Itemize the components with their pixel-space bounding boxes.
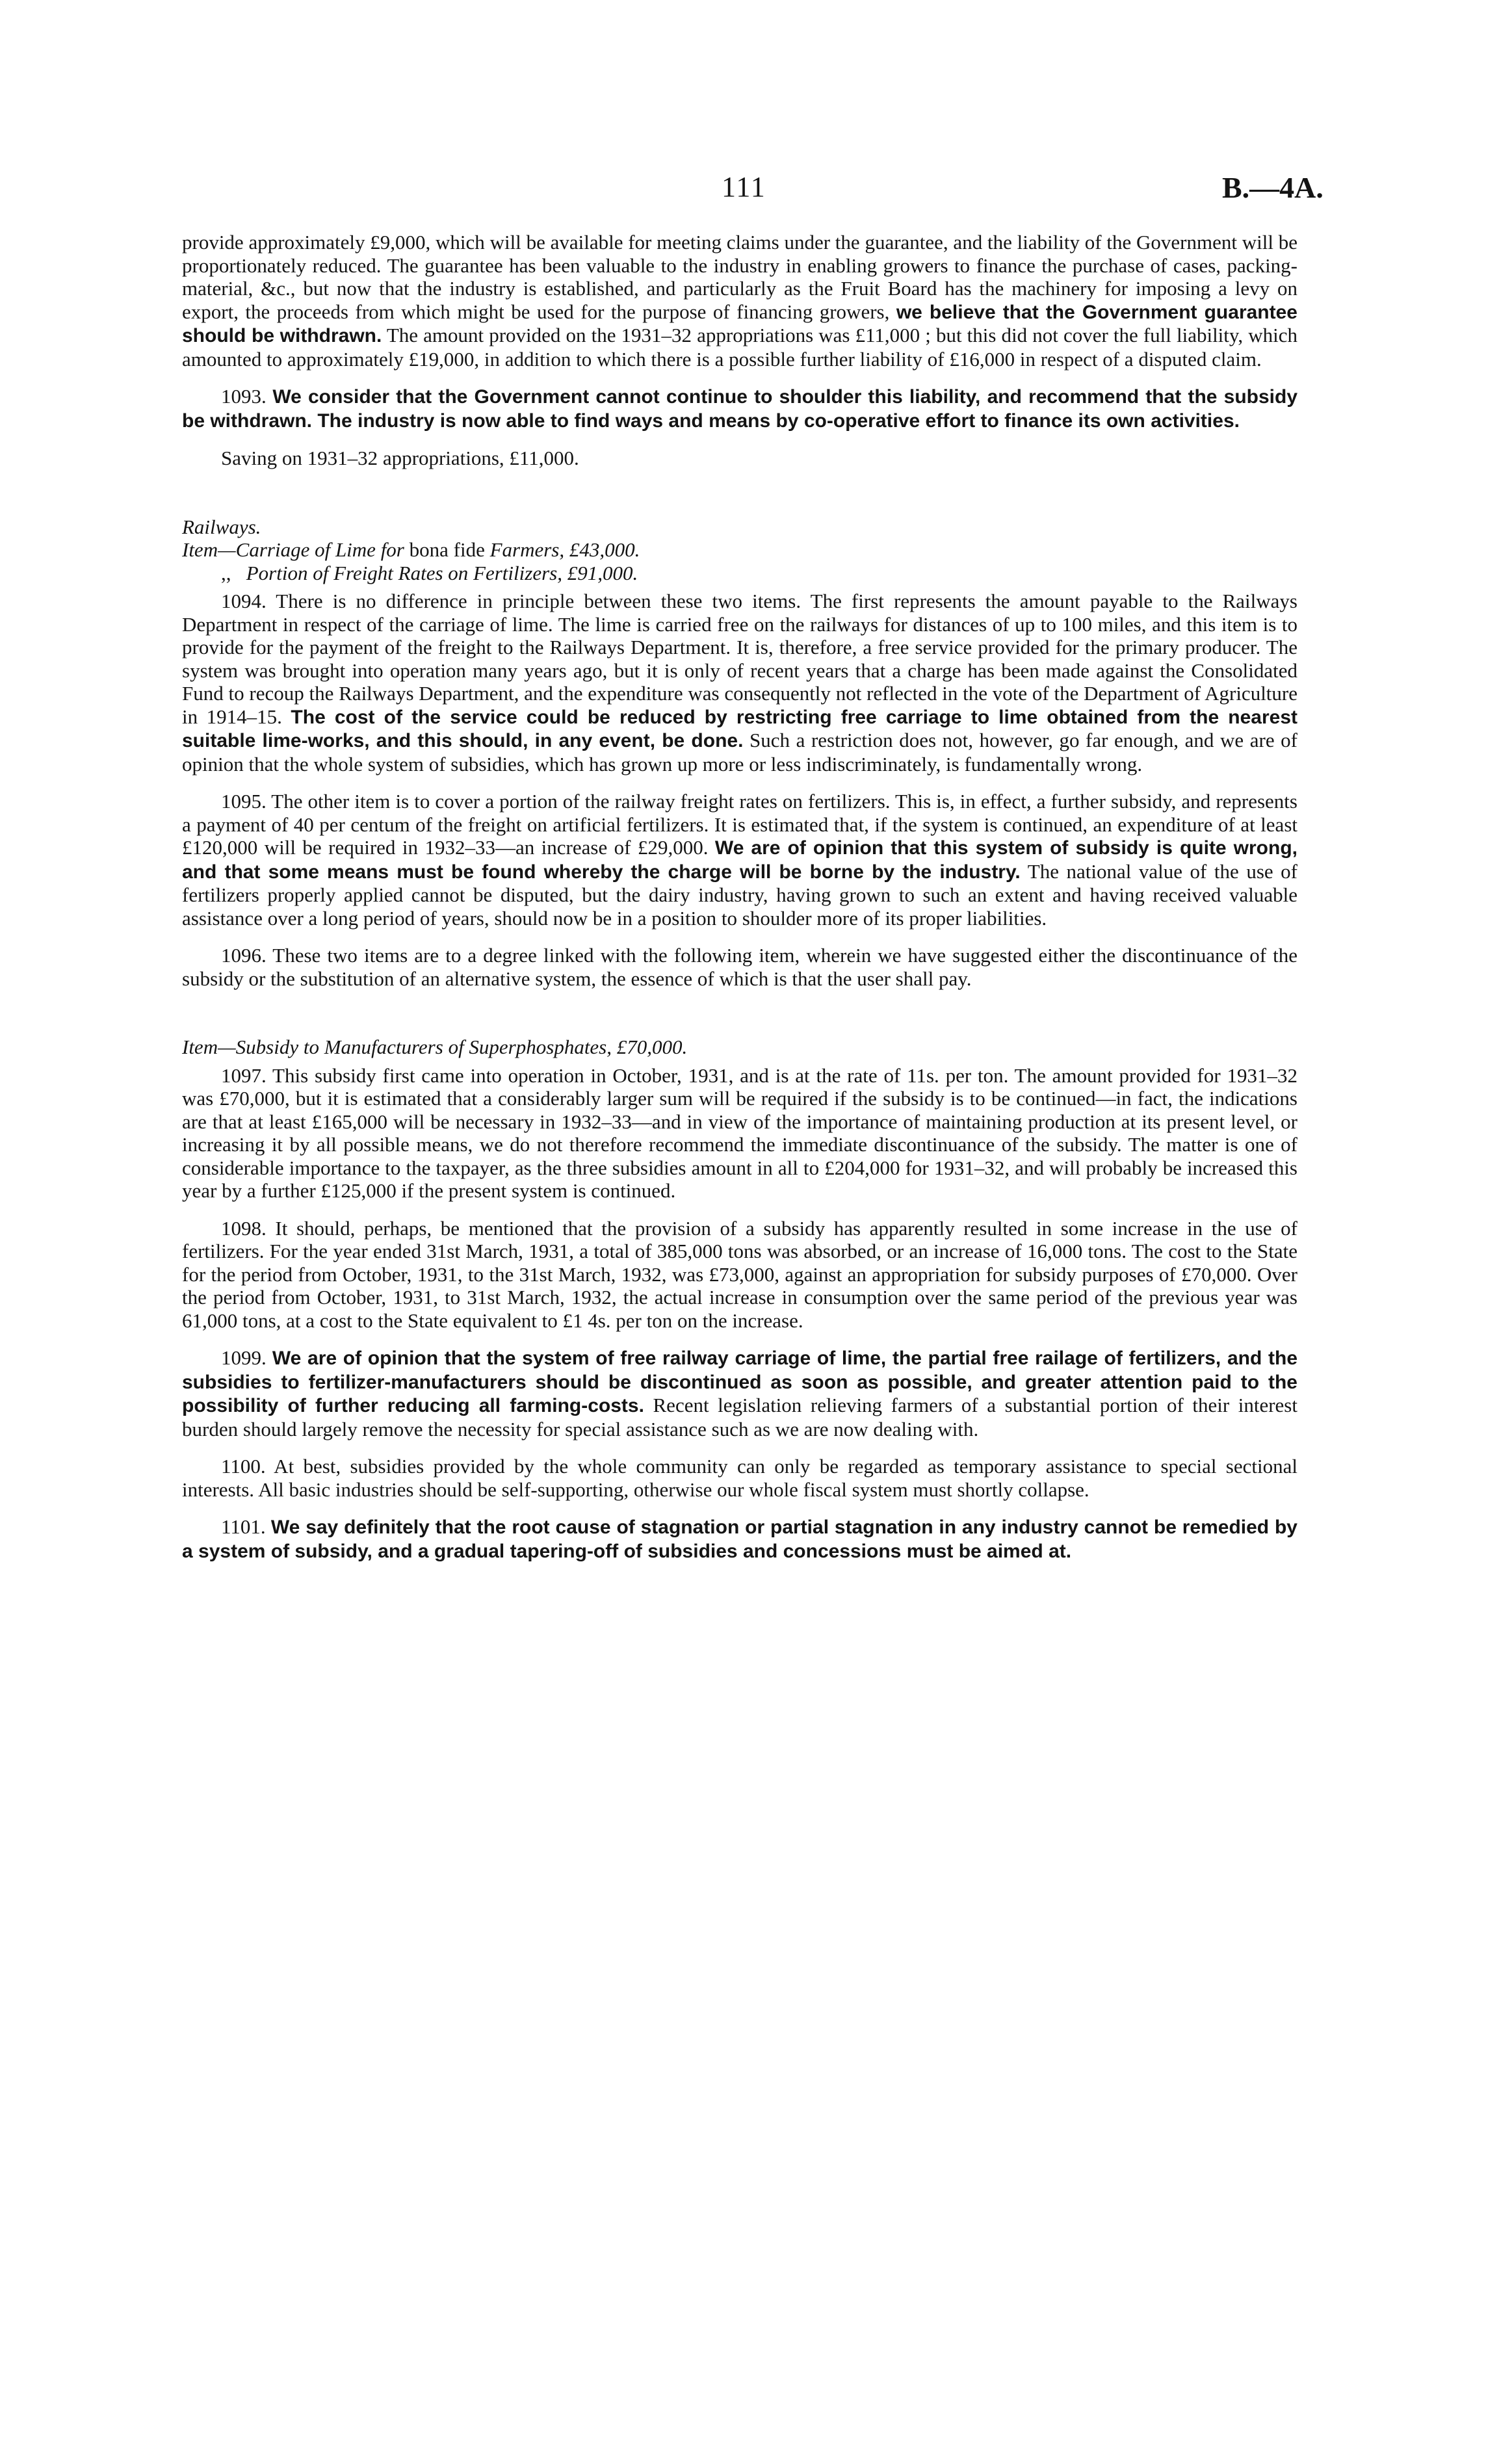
body-text: 1095. The other item is to cover a portion of the railway freight rates on fertilizers. This is, in effect, a further subsidy, and represents a payment of 40 per centum of the freight on artificial fertilizers. It is estimated that, if the system is continued, an expenditure of at least £120,000 will be required in 1932–33—an increase of £29,000. xyxy=(182,790,1297,859)
item-bona-fide: bona fide xyxy=(404,538,490,561)
paragraph xyxy=(182,1346,1297,1440)
railways-section-heading xyxy=(182,515,1297,585)
emphasis-text: we believe that the Government guarantee should be withdrawn. xyxy=(182,301,1297,346)
emphasis-text: We are of opinion that the system of free railway carriage of lime, the partial free railage of fertilizers, and the subsidies to fertilizer-manufacturers should be discontinued as soon as possible, and greater attention paid to the possibility of further reducing all farming-costs. xyxy=(182,1348,1297,1416)
section-railways xyxy=(182,590,1297,990)
page-header xyxy=(0,170,1512,209)
section-fruit-guarantee xyxy=(182,231,1297,432)
body-text: Such a restriction does not, however, go far enough, and we are of opinion that the whole system of subsidies, which has grown up more or less indiscriminately, is fundamentally wrong. xyxy=(182,729,1297,775)
paragraph xyxy=(182,1064,1297,1203)
body-text: 1094. There is no difference in principle between these two items. The first represents the amount payable to the Railways Department in respect of the carriage of lime. The lime is carried free on the railways for distances of up to 100 miles, and this item is to provide for the payment of the freight to the Railways Department. It is, therefore, a free service provided for the primary producer. The system was brought into operation many years ago, but it is only of recent years that a charge has been made against the Consolidated Fund to recoup the Railways Department, and the expenditure was consequently not reflected in the vote of the Department of Agriculture in 1914–15. xyxy=(182,590,1297,728)
page-number: 111 xyxy=(722,171,766,203)
item-prefix: Item— xyxy=(182,538,236,561)
body-text: 1098. It should, perhaps, be mentioned that the provision of a subsidy has apparently resulted in some increase in the use of fertilizers. For the year ended 31st March, 1931, a total of 385,000 tons was absorbed, or an increase of 16,000 tons. The cost to the State for the period from October, 1931, to the 31st March, 1932, was £73,000, against an appropriation for subsidy purposes of £70,000. Over the period from October, 1931, to 31st March, 1932, the actual increase in consumption over the same period of the previous year was 61,000 tons, at a cost to the State equivalent to £1 4s. per ton on the increase. xyxy=(182,1216,1297,1332)
item-title: Portion of Freight Rates on Fertilizers, £91,000. xyxy=(246,561,638,584)
railways-item-lime xyxy=(182,538,1297,562)
item-title: Carriage of Lime for xyxy=(235,538,404,561)
section-superphosphates xyxy=(182,1064,1297,1563)
body-text: Recent legislation relieving farmers of a substantial portion of their interest burden should largely remove the necessity for special assistance such as we are now dealing with. xyxy=(182,1394,1297,1440)
saving-note: Saving on 1931–32 appropriations, £11,000. xyxy=(221,447,579,469)
body-text: The amount provided on the 1931–32 appropriations was £11,000 ; but this did not cover the full liability, which amounted to approximately £19,000, in addition to which there is a possible further liability of £16,000 in respect of a disputed claim. xyxy=(182,324,1297,371)
emphasis-text: We are of opinion that this system of subsidy is quite wrong, and that some means must be found whereby the charge will be borne by the industry. xyxy=(182,837,1297,883)
document-body xyxy=(182,231,1297,1577)
body-text: 1096. These two items are to a degree linked with the following item, wherein we have suggested either the discontinuance of the subsidy or the substitution of an alternative system, the essence of which is that the user shall pay. xyxy=(182,944,1297,990)
emphasis-text: We say definitely that the root cause of stagnation or partial stagnation in any industry cannot be remedied by a system of subsidy, and a gradual tapering-off of subsidies and concessions must be aimed at. xyxy=(182,1517,1297,1562)
paragraph xyxy=(182,1515,1297,1563)
paragraph xyxy=(182,231,1297,371)
body-text: 1099. xyxy=(221,1346,272,1369)
railways-item-fertilizers xyxy=(182,562,1297,585)
ditto-mark: ,, xyxy=(221,561,231,584)
body-text: provide approximately £9,000, which will be available for meeting claims under the guarantee, and the liability of the Government will be proportionately reduced. The guarantee has been valuable to the industry in enabling growers to finance the purchase of cases, packing-material, &c., but now that the industry is established, and particularly as the Fruit Board has the machinery for imposing a levy on export, the proceeds from which might be used for the purpose of financing growers, xyxy=(182,231,1297,323)
body-text: The national value of the use of fertilizers properly applied cannot be disputed, but the dairy industry, having grown to such an extent and having received valuable assistance over a long period of years, should now be in a position to shoulder more of its proper liabilities. xyxy=(182,859,1297,930)
body-text: 1100. At best, subsidies provided by the whole community can only be regarded as temporary assistance to special sectional interests. All basic industries should be self-supporting, otherwise our whole fiscal system must shortly collapse. xyxy=(182,1455,1297,1501)
body-text: 1097. This subsidy first came into operation in October, 1931, and is at the rate of 11s. per ton. The amount provided for 1931–32 was £70,000, but it is estimated that a considerably larger sum will be required if the subsidy is to be continued—in fact, the indications are that at least £165,000 will be necessary in 1932–33—and in view of the importance of maintaining production at its present level, or increasing it by all possible means, we do not therefore recommend the immediate discontinuance of the subsidy. The matter is one of considerable importance to the taxpayer, as the three subsidies amount in all to £204,000 for 1931–32, and will probably be increased this year by a further £125,000 if the present system is continued. xyxy=(182,1063,1297,1202)
emphasis-text: The cost of the service could be reduced by restricting free carriage to lime obtained from the nearest suitable lime-works, and this should, in any event, be done. xyxy=(182,706,1297,751)
paragraph xyxy=(182,790,1297,930)
emphasis-text: We consider that the Government cannot continue to shoulder this liability, and recommend that the subsidy be withdrawn. The industry is now able to find ways and means by co-operative effort to finance its own activities. xyxy=(182,386,1297,432)
paragraph xyxy=(182,385,1297,432)
paragraph xyxy=(182,1217,1297,1333)
document-reference: B.—4A. xyxy=(1222,171,1323,204)
body-text: 1101. xyxy=(221,1515,271,1538)
item-amount: Farmers, £43,000. xyxy=(489,538,640,561)
paragraph xyxy=(182,944,1297,990)
railways-heading: Railways. xyxy=(182,515,261,538)
body-text: 1093. xyxy=(221,385,273,408)
item-prefix: Item— xyxy=(182,1036,236,1058)
superphosphates-heading xyxy=(182,1036,1297,1059)
paragraph xyxy=(182,590,1297,775)
item-title: Subsidy to Manufacturers of Superphosphates, £70,000. xyxy=(235,1036,688,1058)
paragraph xyxy=(182,1455,1297,1501)
superphosphates-section-heading xyxy=(182,1036,1297,1059)
